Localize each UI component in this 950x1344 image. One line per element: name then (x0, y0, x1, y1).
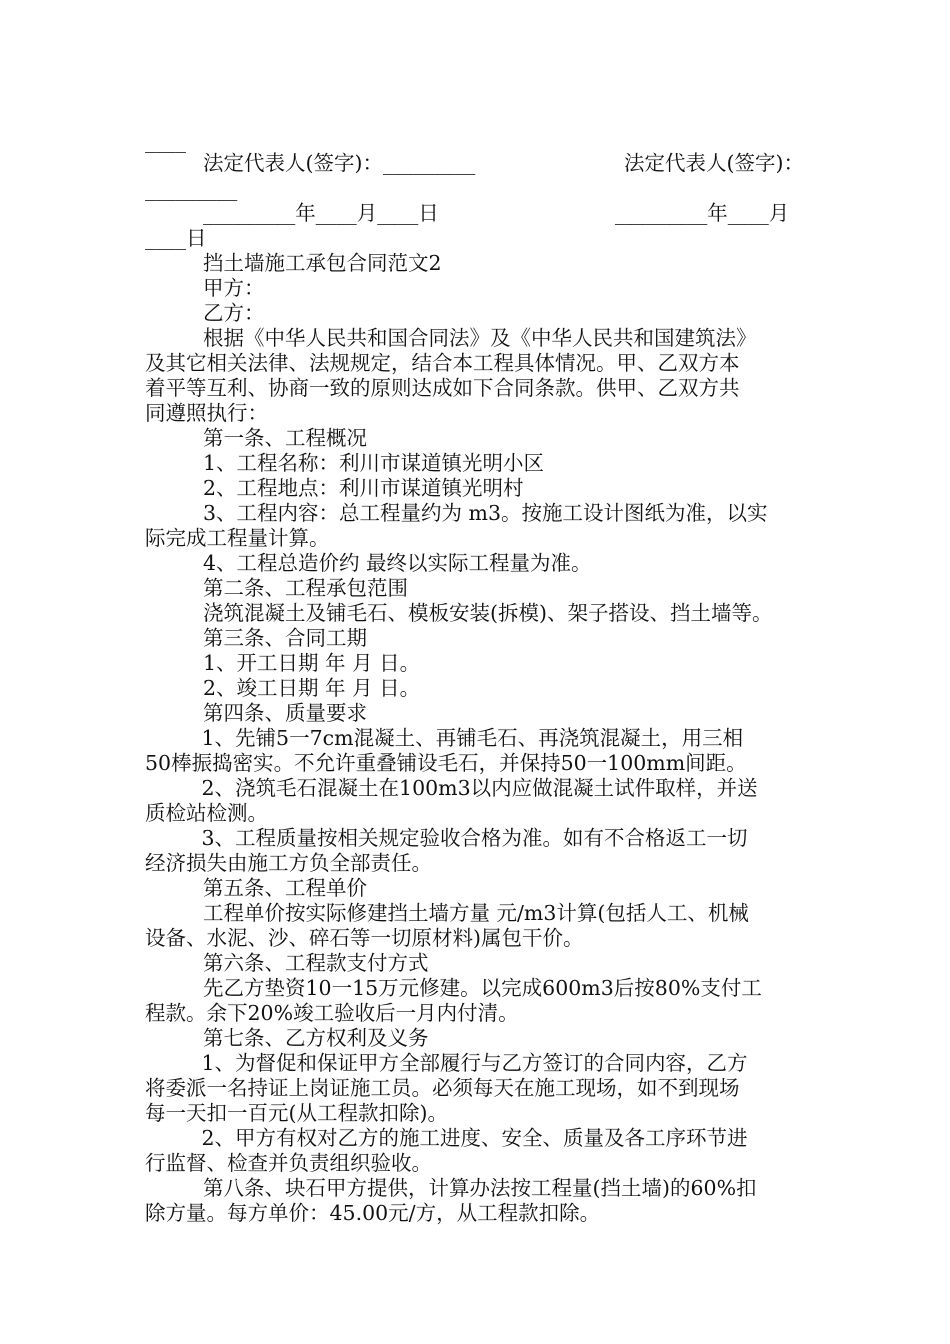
rep-signature-wrap: _________ (145, 177, 238, 201)
project-cost: 4、工程总造价约 最终以实际工程量为准。 (203, 551, 592, 575)
article-2-title: 第二条、工程承包范围 (203, 576, 408, 600)
rep-signature-left: 法定代表人(签字)：_________ (203, 151, 476, 175)
unit-price: 设备、水泥、沙、碎石等一切原材料)属包干价。 (145, 926, 584, 950)
quality-item-1: 50棒振捣密实。不允许重叠铺设毛石，并保持50一100mm间距。 (145, 751, 747, 775)
article-6-title: 第六条、工程款支付方式 (203, 951, 429, 975)
sign-date-left: _________年____月____日 (203, 201, 439, 225)
quality-item-2: 质检站检测。 (145, 801, 268, 825)
quality-item-1: 1、先铺5一7cm混凝土、再铺毛石、再浇筑混凝土，用三相 (195, 726, 744, 750)
payment-terms: 先乙方垫资10一15万元修建。以完成600m3后按80%支付工 (203, 976, 762, 1000)
rights-item-1: 每一天扣一百元(从工程款扣除)。 (145, 1101, 448, 1125)
signature-top-blank: ____ (145, 129, 186, 153)
intro-line: 着平等互利、协商一致的原则达成如下合同条款。供甲、乙双方共 (145, 376, 740, 400)
article-3-title: 第三条、合同工期 (203, 626, 367, 650)
contract-title: 挡土墙施工承包合同范文2 (203, 251, 442, 275)
article-8-text: 除方量。每方单价：45.00元/方，从工程款扣除。 (145, 1201, 601, 1225)
project-name: 1、工程名称：利川市谋道镇光明小区 (203, 451, 545, 475)
unit-price: 工程单价按实际修建挡土墙方量 元/m3计算(包括人工、机械 (203, 901, 749, 925)
rep-signature-right: 法定代表人(签字)： (624, 151, 804, 175)
contract-scope: 浇筑混凝土及铺毛石、模板安装(拆模)、架子搭设、挡土墙等。 (203, 601, 773, 625)
party-b: 乙方： (203, 301, 265, 325)
quality-item-3: 3、工程质量按相关规定验收合格为准。如有不合格返工一切 (195, 826, 748, 850)
rights-item-1: 1、为督促和保证甲方全部履行与乙方签订的合同内容，乙方 (195, 1051, 748, 1075)
rights-item-2: 行监督、检查并负责组织验收。 (145, 1151, 432, 1175)
project-content: 3、工程内容：总工程量约为 m3。按施工设计图纸为准，以实 (203, 501, 768, 525)
sign-date-right: _________年____月 (615, 201, 790, 225)
article-4-title: 第四条、质量要求 (203, 701, 367, 725)
rights-item-1: 将委派一名持证上岗证施工员。必须每天在施工现场，如不到现场 (145, 1076, 740, 1100)
rights-item-2: 2、甲方有权对乙方的施工进度、安全、质量及各工序环节进 (195, 1126, 748, 1150)
article-7-title: 第七条、乙方权利及义务 (203, 1026, 429, 1050)
sign-date-wrap: ____日 (145, 226, 207, 250)
party-a: 甲方： (203, 276, 265, 300)
end-date: 2、竣工日期 年 月 日。 (203, 676, 421, 700)
intro-line: 根据《中华人民共和国合同法》及《中华人民共和国建筑法》 (203, 326, 757, 350)
intro-line: 及其它相关法律、法规规定，结合本工程具体情况。甲、乙双方本 (145, 351, 740, 375)
article-8-text: 第八条、块石甲方提供，计算办法按工程量(挡土墙)的60%扣 (203, 1176, 757, 1200)
quality-item-2: 2、浇筑毛石混凝土在100m3以内应做混凝土试件取样，并送 (195, 776, 758, 800)
payment-terms: 程款。余下20%竣工验收后一月内付清。 (145, 1001, 519, 1025)
start-date: 1、开工日期 年 月 日。 (203, 651, 421, 675)
article-5-title: 第五条、工程单价 (203, 876, 367, 900)
quality-item-3: 经济损失由施工方负全部责任。 (145, 851, 432, 875)
project-content: 际完成工程量计算。 (145, 526, 330, 550)
project-location: 2、工程地点：利川市谋道镇光明村 (203, 476, 524, 500)
intro-line: 同遵照执行： (145, 401, 268, 425)
article-1-title: 第一条、工程概况 (203, 426, 367, 450)
